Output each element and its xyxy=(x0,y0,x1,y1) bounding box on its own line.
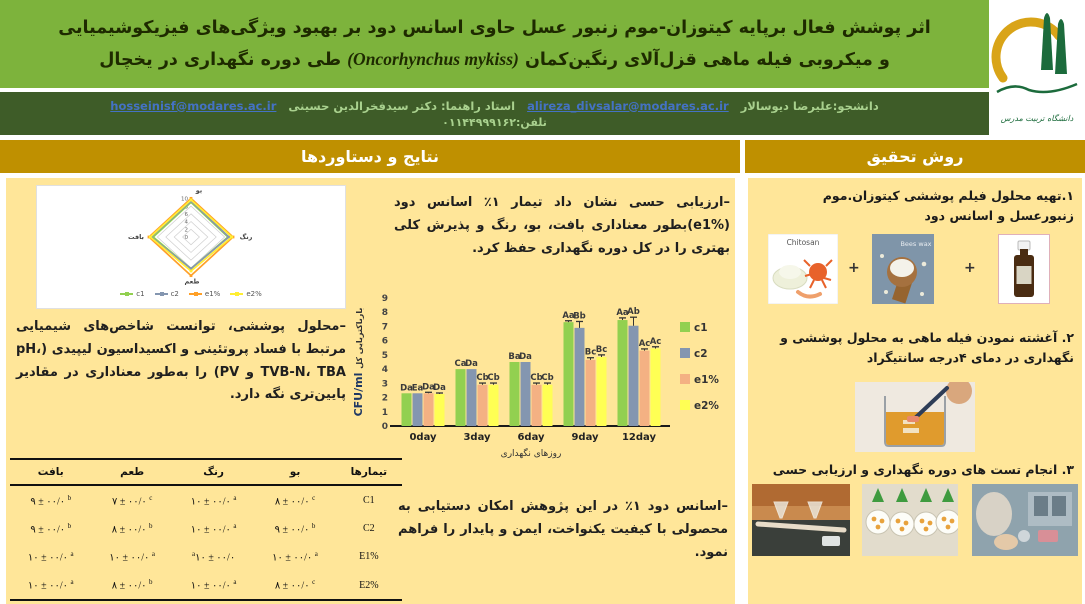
bar-e1%-9day xyxy=(586,360,596,426)
svg-text:0: 0 xyxy=(381,422,388,432)
student-label: دانشجو:علیرضا دیوسالار xyxy=(740,98,879,113)
radar-legend-e2%: e2% xyxy=(230,290,261,298)
svg-text:Aa: Aa xyxy=(562,310,575,321)
coating-beaker-image xyxy=(855,382,975,452)
bar-e2%-6day xyxy=(543,385,553,426)
svg-text:بو: بو xyxy=(195,186,203,195)
table-row xyxy=(10,571,402,600)
table-cell: ۷ ± ۰۰/۰ $^c$ xyxy=(111,493,153,507)
poster-header xyxy=(0,0,989,88)
info-bar xyxy=(0,92,989,135)
bar-c2-3day xyxy=(467,369,477,426)
radar-chart-svg xyxy=(37,186,345,288)
svg-text:Bees wax: Bees wax xyxy=(900,240,932,248)
svg-text:8: 8 xyxy=(381,308,388,319)
treatment-name: C2 xyxy=(363,522,375,534)
table-cell: ۱۰ ± ۰۰/۰ $^a$ xyxy=(27,550,74,564)
finding-chemical: –محلول پوششی، توانست شاخص‌های شیمیایی مرتبط با فساد پروتئینی و اکسیداسیون لیپیدی (pH، TVB-N، TBA و PV) را به‌طور معناداری در مقادیر پایین‌تری نگه دارد. xyxy=(16,319,346,403)
radar-legend xyxy=(37,290,345,298)
sensory-table-grid xyxy=(10,458,402,601)
svg-text:Da: Da xyxy=(465,359,478,370)
bar-c1-6day xyxy=(510,362,520,426)
radar-legend-c2: c2 xyxy=(155,290,179,298)
svg-text:Aa: Aa xyxy=(616,307,629,318)
svg-text:روزهای نگهداری: روزهای نگهداری xyxy=(500,449,562,459)
distillation-photo xyxy=(752,484,850,556)
species-name: (Oncorhynchus mykiss) xyxy=(347,48,519,69)
radar-series-e2% xyxy=(149,196,233,273)
sample-plates-photo xyxy=(862,484,958,556)
bar-e1%-12day xyxy=(640,351,650,426)
plus-sign-1: + xyxy=(848,260,860,276)
essence-bottle-image xyxy=(998,234,1050,304)
svg-text:1: 1 xyxy=(381,407,388,418)
bar-c2-0day xyxy=(413,393,423,426)
bar-e2%-9day xyxy=(597,357,607,426)
table-header: طعم xyxy=(120,466,145,478)
treatment-name: C1 xyxy=(363,494,375,506)
svg-text:Ac: Ac xyxy=(649,336,662,347)
svg-text:Ab: Ab xyxy=(627,307,640,318)
bacteria-bar-chart xyxy=(350,284,736,462)
svg-text:CFU/ml بارباکتریایی کل: CFU/ml بارباکتریایی کل xyxy=(352,307,365,417)
table-cell: ۹ ± ۰۰/۰ $^b$ xyxy=(30,521,72,536)
svg-text:Cb: Cb xyxy=(487,373,500,384)
bar-legend-swatch-e1% xyxy=(680,374,690,384)
bar-c1-12day xyxy=(618,320,628,426)
svg-text:Chitosan: Chitosan xyxy=(786,238,820,247)
advisor-email-link[interactable]: hosseinisf@modares.ac.ir xyxy=(110,98,277,113)
svg-text:Ac: Ac xyxy=(638,338,651,349)
svg-text:0day: 0day xyxy=(409,432,437,443)
method-step-3: ۳. انجام تست های دوره نگهداری و ارزیابی حسی xyxy=(772,462,1074,477)
wax-lump xyxy=(890,259,914,277)
table-cell: $^a$۱۰ ± ۰۰/۰ xyxy=(191,550,236,564)
finding-conclusion: –اسانس دود ۱٪ در این پژوهش امکان دستیابی به محصولی با کیفیت یکنواخت، ایمن و پایدار را فراهم نمود. xyxy=(398,499,728,560)
radar-series-e1% xyxy=(148,197,235,277)
svg-text:8: 8 xyxy=(184,204,188,211)
bar-legend-swatch-c2 xyxy=(680,348,690,358)
radar-legend-e1%: e1% xyxy=(189,290,220,298)
treatment-name: E1% xyxy=(359,551,379,563)
svg-text:6day: 6day xyxy=(517,432,545,443)
svg-text:Cb: Cb xyxy=(541,373,554,384)
advisor-label: استاد راهنما: دکتر سیدفخرالدین حسینی xyxy=(288,98,516,113)
chitosan-image xyxy=(768,234,838,304)
svg-text:4: 4 xyxy=(381,365,388,376)
bar-c1-0day xyxy=(402,393,412,426)
svg-text:Da: Da xyxy=(519,352,532,362)
table-header: رنگ xyxy=(203,466,224,478)
table-cell: ۸ ± ۰۰/۰ $^c$ xyxy=(274,493,316,507)
table-cell: ۱۰ ± ۰۰/۰ $^a$ xyxy=(109,550,156,564)
title-line2-pre: و میکروبی فیله ماهی قزل‌آلای رنگین‌کمان xyxy=(524,49,890,70)
table-cell: ۸ ± ۰۰/۰ $^b$ xyxy=(111,521,153,536)
table-row xyxy=(10,485,402,514)
svg-text:c1: c1 xyxy=(694,322,708,334)
title-line1: اثر پوشش فعال برپایه کیتوزان-موم زنبور عسل حاوی اسانس دود بر بهبود ویژگی‌های فیزیکوشیمیایی xyxy=(58,17,931,38)
svg-text:طعم: طعم xyxy=(184,277,200,286)
svg-text:Bc: Bc xyxy=(595,344,608,355)
results-section-title: نتایج و دستاوردها xyxy=(300,147,440,166)
svg-text:بافت: بافت xyxy=(127,233,145,241)
treatment-name: E2% xyxy=(359,579,379,591)
university-logo xyxy=(989,0,1085,135)
beeswax-image xyxy=(872,234,934,304)
table-cell: ۹ ± ۰۰/۰ $^b$ xyxy=(30,493,72,507)
ice-bag xyxy=(976,492,1012,536)
svg-text:2: 2 xyxy=(184,227,188,234)
hands xyxy=(994,534,1018,550)
bar-c2-9day xyxy=(575,328,585,426)
svg-text:Da: Da xyxy=(422,382,435,393)
university-logo-text: دانشگاه تربیت مدرس xyxy=(1000,114,1074,123)
fish-fillet xyxy=(907,416,919,422)
bar-legend-swatch-e2% xyxy=(680,400,690,410)
bar-e2%-0day xyxy=(435,394,445,426)
svg-text:9day: 9day xyxy=(571,432,599,443)
svg-text:12day: 12day xyxy=(621,432,657,443)
table-cell: ۸ ± ۰۰/۰ $^c$ xyxy=(274,578,316,592)
svg-text:Bb: Bb xyxy=(573,311,586,322)
bar-e2%-12day xyxy=(651,348,661,426)
svg-text:3: 3 xyxy=(381,379,388,390)
table-cell: ۱۰ ± ۰۰/۰ $^a$ xyxy=(190,578,237,592)
svg-text:Ea: Ea xyxy=(411,383,424,394)
svg-text:6: 6 xyxy=(184,212,188,219)
svg-text:Ca: Ca xyxy=(454,359,467,370)
methods-section-title: روش تحقیق xyxy=(866,147,964,166)
svg-text:5: 5 xyxy=(381,350,388,361)
table-header: بو xyxy=(289,466,301,478)
svg-text:2: 2 xyxy=(381,393,388,404)
bar-e1%-6day xyxy=(532,385,542,426)
svg-text:9: 9 xyxy=(381,294,388,304)
bar-c2-12day xyxy=(629,326,639,426)
logo-calligraphy xyxy=(997,84,1077,92)
plus-sign-2: + xyxy=(964,260,976,276)
title-line2-post: طی دوره نگهداری در یخچال xyxy=(99,49,342,70)
table-cell: ۱۰ ± ۰۰/۰ $^a$ xyxy=(190,493,237,507)
table-row xyxy=(10,514,402,542)
table-cell: ۹ ± ۰۰/۰ $^b$ xyxy=(274,521,316,536)
sensory-table xyxy=(10,458,402,601)
table-header: بافت xyxy=(37,466,64,478)
svg-text:Cb: Cb xyxy=(476,373,489,384)
sensory-radar-chart xyxy=(36,185,346,309)
table-row xyxy=(10,543,402,571)
svg-text:رنگ: رنگ xyxy=(239,233,253,241)
student-email-link[interactable]: alireza_divsalar@modares.ac.ir xyxy=(527,98,729,113)
bottle-label xyxy=(1017,266,1032,284)
svg-text:e2%: e2% xyxy=(694,400,719,412)
svg-text:Da: Da xyxy=(400,383,413,394)
test-photos-row xyxy=(748,484,1082,558)
results-section-header xyxy=(0,140,740,173)
svg-text:c2: c2 xyxy=(694,348,708,360)
contacts-row xyxy=(110,99,878,113)
table-cell: ۱۰ ± ۰۰/۰ $^a$ xyxy=(272,550,318,564)
university-logo-image xyxy=(989,0,1085,112)
phone-number: تلفن:۰۱۱۴۴۹۹۹۱۶۲ xyxy=(442,115,547,129)
table-cell: ۸ ± ۰۰/۰ $^b$ xyxy=(111,578,153,592)
svg-text:6: 6 xyxy=(381,336,388,347)
method-step-1: ۱.تهیه محلول فیلم پوششی کیتوزان.موم زنبورعسل و اسانس دود xyxy=(822,188,1074,223)
bar-e1%-3day xyxy=(478,385,488,426)
svg-text:7: 7 xyxy=(381,322,388,333)
svg-text:3day: 3day xyxy=(463,432,491,443)
bar-e2%-3day xyxy=(489,385,499,426)
bar-c1-3day xyxy=(456,369,466,426)
ingredients-row xyxy=(748,234,1082,306)
method-step-2: ۲. آغشته نمودن فیله ماهی به محلول پوششی و نگهداری در دمای ۴درجه سانتیگراد xyxy=(780,330,1074,365)
results-panel xyxy=(6,178,735,604)
pink-tray xyxy=(1038,530,1058,542)
table-header: تیمارها xyxy=(350,466,388,478)
svg-text:Ba: Ba xyxy=(508,352,521,362)
bottle-cap xyxy=(1018,241,1030,250)
svg-text:Cb: Cb xyxy=(530,373,543,384)
svg-text:10: 10 xyxy=(181,196,188,203)
table-cell: ۱۰ ± ۰۰/۰ $^a$ xyxy=(190,521,237,536)
svg-text:4: 4 xyxy=(184,219,188,226)
radar-legend-c1: c1 xyxy=(120,290,144,298)
table-cell: ۱۰ ± ۰۰/۰ $^a$ xyxy=(27,578,74,592)
bar-c1-9day xyxy=(564,322,574,426)
bar-c2-6day xyxy=(521,362,531,426)
svg-text:Bc: Bc xyxy=(584,347,597,358)
bar-legend-swatch-c1 xyxy=(680,322,690,332)
finding-sensory: –ارزیابی حسی نشان داد تیمار ۱٪ اسانس دود (e1%)بطور معناداری بافت، بو، رنگ و پذیرش کلی بهتری را در کل دوره نگهداری حفظ کرد. xyxy=(394,195,730,256)
title-line2 xyxy=(99,44,890,76)
methods-panel xyxy=(748,178,1082,604)
lab-bench-photo xyxy=(972,484,1078,556)
svg-text:Da: Da xyxy=(433,383,446,394)
bar-e1%-0day xyxy=(424,393,434,426)
methods-section-header xyxy=(745,140,1085,173)
svg-text:0: 0 xyxy=(184,235,188,242)
svg-text:e1%: e1% xyxy=(694,374,719,386)
